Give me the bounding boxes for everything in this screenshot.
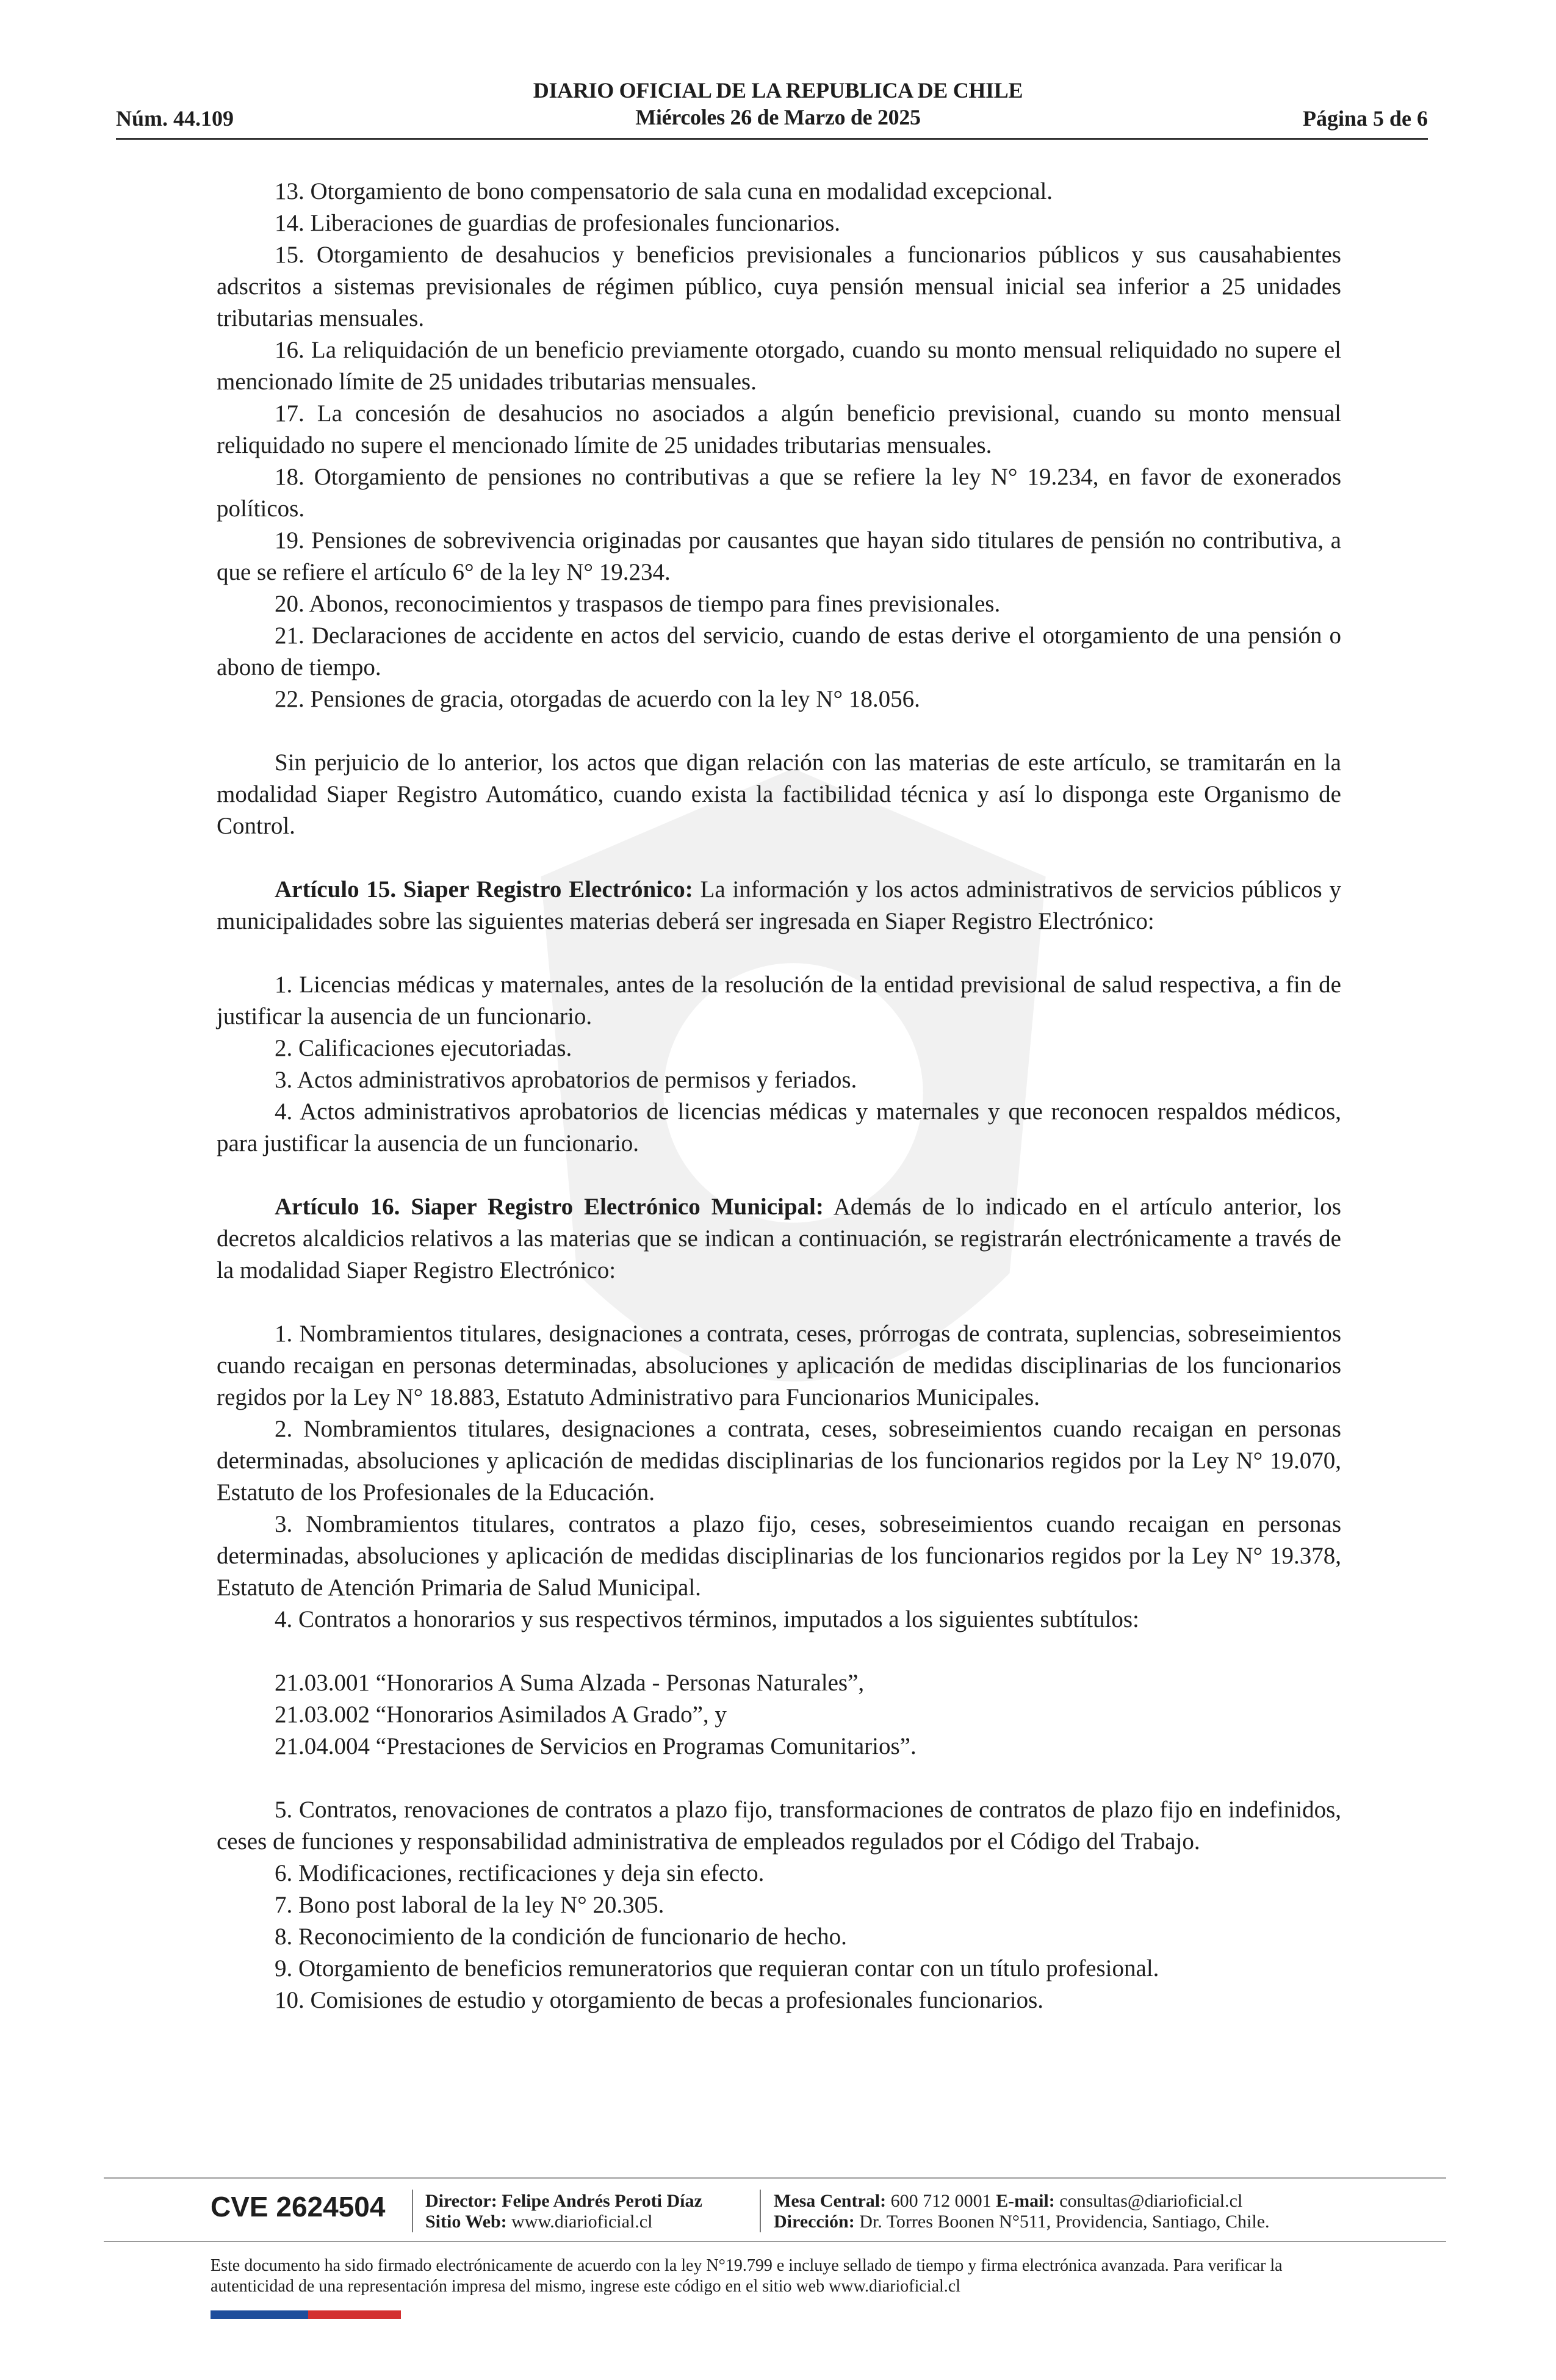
- footer-rule-bottom: [104, 2241, 1446, 2242]
- signature-notice: Este documento ha sido firmado electrónicamente de acuerdo con la ley N°19.799 e incluye sellado de tiempo y firma electrónica avanzada. Para verificar la autenticidad de una representación impresa del mismo, ingrese este código en el sitio web www.diarioficial.cl: [211, 2256, 1283, 2296]
- cve-code: CVE 2624504: [211, 2191, 386, 2223]
- subtitle-item: 21.03.001 “Honorarios A Suma Alzada - Personas Naturales”,: [275, 1670, 865, 1696]
- list-item: 4. Contratos a honorarios y sus respectivos términos, imputados a los siguientes subtítulos:: [275, 1606, 1139, 1632]
- newspaper-title: DIARIO OFICIAL DE LA REPUBLICA DE CHILE: [533, 78, 1023, 103]
- footer-contact-block: [774, 2191, 1270, 2232]
- footer-director-block: [425, 2191, 702, 2232]
- director-name: Felipe Andrés Peroti Díaz: [502, 2191, 702, 2211]
- article-15-text: La información y los actos administrativos de servicios públicos y municipalidades sobre las siguientes materias deberá ser ingresada en Siaper Registro Electrónico:: [217, 876, 1341, 934]
- address-label: Dirección:: [774, 2212, 855, 2232]
- flag-stripe-red: [308, 2310, 401, 2319]
- subtitle-item: 21.04.004 “Prestaciones de Servicios en Programas Comunitarios”.: [275, 1733, 917, 1759]
- article-15-paragraph: [217, 874, 1341, 937]
- footer-separator: [412, 2190, 413, 2232]
- email-label: E-mail:: [996, 2191, 1055, 2211]
- list-item: 6. Modificaciones, rectificaciones y deja sin efecto.: [275, 1860, 765, 1886]
- list-item: 9. Otorgamiento de beneficios remuneratorios que requieran contar con un título profesional.: [275, 1955, 1159, 1982]
- footer-rule-top: [104, 2177, 1446, 2179]
- list-item: 3. Actos administrativos aprobatorios de permisos y feriados.: [275, 1067, 857, 1093]
- document-body: [217, 176, 1341, 2016]
- list-item: 5. Contratos, renovaciones de contratos a plazo fijo, transformaciones de contratos de plazo fijo en indefinidos, ceses de funciones y responsabilidad administrativa de empleados regulados por el Código del Trabajo.: [217, 1797, 1341, 1855]
- director-label: Director:: [425, 2191, 497, 2211]
- issue-date: Miércoles 26 de Marzo de 2025: [635, 105, 921, 129]
- list-item: 13. Otorgamiento de bono compensatorio de sala cuna en modalidad excepcional.: [275, 178, 1053, 204]
- mesa-phone: 600 712 0001: [890, 2191, 992, 2211]
- list-item: 14. Liberaciones de guardias de profesionales funcionarios.: [275, 210, 841, 236]
- footer-separator: [760, 2190, 761, 2232]
- list-item: 19. Pensiones de sobrevivencia originadas por causantes que hayan sido titulares de pensión no contributiva, a que se refiere el artículo 6° de la ley N° 19.234.: [217, 527, 1341, 585]
- issue-number: Núm. 44.109: [116, 106, 234, 131]
- list-item: 7. Bono post laboral de la ley N° 20.305.: [275, 1892, 665, 1918]
- mesa-label: Mesa Central:: [774, 2191, 887, 2211]
- list-item: 8. Reconocimiento de la condición de funcionario de hecho.: [275, 1924, 847, 1950]
- list-item: 18. Otorgamiento de pensiones no contributivas a que se refiere la ley N° 19.234, en favor de exonerados políticos.: [217, 464, 1341, 522]
- subtitle-item: 21.03.002 “Honorarios Asimilados A Grado”, y: [275, 1701, 727, 1728]
- article-15-heading: Artículo 15. Siaper Registro Electrónico:: [275, 876, 693, 903]
- website-label: Sitio Web:: [425, 2212, 507, 2232]
- list-item: 20. Abonos, reconocimientos y traspasos de tiempo para fines previsionales.: [275, 591, 1001, 617]
- list-item: 22. Pensiones de gracia, otorgadas de acuerdo con la ley N° 18.056.: [275, 686, 920, 712]
- list-item: 16. La reliquidación de un beneficio previamente otorgado, cuando su monto mensual reliquidado no supere el mencionado límite de 25 unidades tributarias mensuales.: [217, 337, 1341, 395]
- list-item: 10. Comisiones de estudio y otorgamiento de becas a profesionales funcionarios.: [275, 1987, 1043, 2013]
- list-item: 3. Nombramientos titulares, contratos a plazo fijo, ceses, sobreseimientos cuando recaigan en personas determinadas, absoluciones y aplicación de medidas disciplinarias de los funcionarios regidos por la Ley N° 19.378, Estatuto de Atención Primaria de Salud Municipal.: [217, 1511, 1341, 1601]
- list-item: 4. Actos administrativos aprobatorios de licencias médicas y maternales y que reconocen respaldos médicos, para justificar la ausencia de un funcionario.: [217, 1098, 1341, 1156]
- website-link[interactable]: www.diarioficial.cl: [511, 2212, 653, 2232]
- list-item: 15. Otorgamiento de desahucios y beneficios previsionales a funcionarios públicos y sus causahabientes adscritos a sistemas previsionales de régimen público, cuya pensión mensual inicial sea inferior a 25 unidades tributarias mensuales.: [217, 242, 1341, 331]
- flag-stripe-blue: [211, 2310, 308, 2319]
- header-rule: [116, 138, 1428, 140]
- list-item: 1. Licencias médicas y maternales, antes de la resolución de la entidad previsional de salud respectiva, a fin de justificar la ausencia de un funcionario.: [217, 972, 1341, 1030]
- article-16-text: Además de lo indicado en el artículo anterior, los decretos alcaldicios relativos a las materias que se indican a continuación, se registrarán electrónicamente a través de la modalidad Siaper Registro Electrónico:: [217, 1194, 1341, 1283]
- list-item: 2. Calificaciones ejecutoriadas.: [275, 1035, 572, 1061]
- list-item: 21. Declaraciones de accidente en actos del servicio, cuando de estas derive el otorgamiento de una pensión o abono de tiempo.: [217, 622, 1341, 680]
- address-text: Dr. Torres Boonen N°511, Providencia, Santiago, Chile.: [859, 2212, 1270, 2232]
- list-item: 17. La concesión de desahucios no asociados a algún beneficio previsional, cuando su monto mensual reliquidado no supere el mencionado límite de 25 unidades tributarias mensuales.: [217, 400, 1341, 458]
- list-item: 1. Nombramientos titulares, designaciones a contrata, ceses, prórrogas de contrata, suplencias, sobreseimientos cuando recaigan en personas determinadas, absoluciones y aplicación de medidas disciplinarias de los funcionarios regidos por la Ley N° 18.883, Estatuto Administrativo para Funcionarios Municipales.: [217, 1321, 1341, 1410]
- email-link[interactable]: consultas@diarioficial.cl: [1059, 2191, 1243, 2211]
- paragraph-sin-perjuicio: Sin perjuicio de lo anterior, los actos que digan relación con las materias de este artículo, se tramitarán en la modalidad Siaper Registro Automático, cuando exista la factibilidad técnica y así lo disponga este Organismo de Control.: [217, 749, 1341, 839]
- article-16-paragraph: [217, 1191, 1341, 1286]
- page-indicator: Página 5 de 6: [1302, 106, 1428, 131]
- article-16-heading: Artículo 16. Siaper Registro Electrónico Municipal:: [275, 1194, 824, 1220]
- list-item: 2. Nombramientos titulares, designaciones a contrata, ceses, sobreseimientos cuando recaigan en personas determinadas, absoluciones y aplicación de medidas disciplinarias de los funcionarios regidos por la Ley N° 19.070, Estatuto de los Profesionales de la Educación.: [217, 1416, 1341, 1506]
